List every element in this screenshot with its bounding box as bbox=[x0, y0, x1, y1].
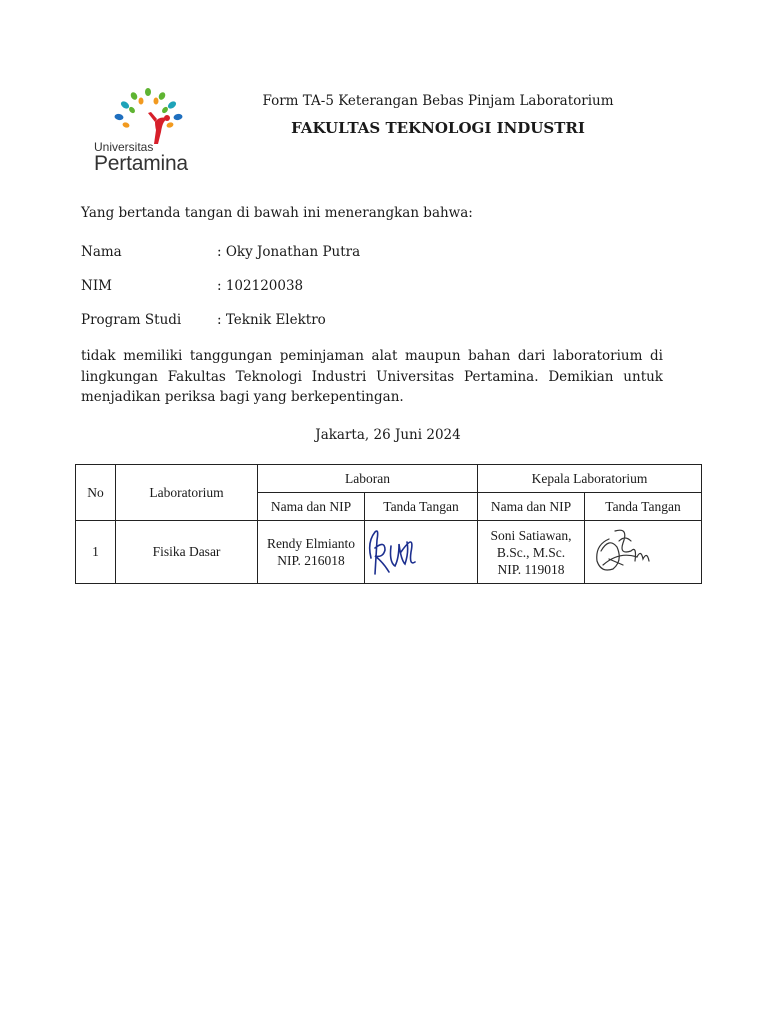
cell-kepala-signature bbox=[585, 521, 702, 584]
logo-text-pertamina: Pertamina bbox=[94, 152, 188, 175]
header-no: No bbox=[76, 465, 116, 521]
cell-lab: Fisika Dasar bbox=[116, 521, 258, 584]
field-label: Program Studi bbox=[81, 312, 182, 328]
lab-clearance-table bbox=[75, 464, 702, 584]
header-laboran: Laboran bbox=[258, 465, 478, 493]
field-value: : Oky Jonathan Putra bbox=[217, 244, 361, 260]
intro-text: Yang bertanda tangan di bawah ini menerangkan bahwa: bbox=[81, 205, 473, 221]
cell-kepala-name-nip bbox=[478, 521, 585, 584]
field-label: Nama bbox=[81, 244, 122, 260]
header-tanda-tangan-laboran: Tanda Tangan bbox=[365, 493, 478, 521]
field-label: NIM bbox=[81, 278, 112, 294]
kepala-name-line2: B.Sc., M.Sc. bbox=[496, 544, 566, 560]
statement-paragraph: tidak memiliki tanggungan peminjaman alat maupun bahan dari laboratorium di lingkungan Fakultas Teknologi Industri Universitas Pertamina. Demikian untuk menjadikan periksa bagi yang berkepentingan. bbox=[81, 348, 663, 405]
cell-laboran-name-nip bbox=[258, 521, 365, 584]
laboran-nip: NIP. 216018 bbox=[277, 553, 345, 568]
header-laboratorium: Laboratorium bbox=[116, 465, 258, 521]
header-nama-nip-kepala: Nama dan NIP bbox=[478, 493, 585, 521]
field-nim bbox=[81, 278, 303, 294]
kepala-nip: NIP. 119018 bbox=[497, 561, 565, 577]
logo-text-universitas: Universitas bbox=[94, 140, 154, 154]
field-nama bbox=[81, 244, 360, 260]
faculty-title: FAKULTAS TEKNOLOGI INDUSTRI bbox=[291, 119, 585, 137]
laboran-signature-icon bbox=[355, 522, 465, 582]
header-tanda-tangan-kepala: Tanda Tangan bbox=[585, 493, 702, 521]
kepala-name-line1: Soni Satiawan, bbox=[490, 527, 572, 543]
date-line: Jakarta, 26 Juni 2024 bbox=[315, 427, 461, 443]
table-row bbox=[76, 521, 702, 584]
kepala-signature-icon bbox=[579, 521, 691, 583]
header-nama-nip-laboran: Nama dan NIP bbox=[258, 493, 365, 521]
field-value: : Teknik Elektro bbox=[217, 312, 326, 328]
field-value: : 102120038 bbox=[217, 278, 304, 294]
laboran-name: Rendy Elmianto bbox=[266, 536, 356, 551]
cell-no: 1 bbox=[76, 521, 116, 584]
cell-laboran-signature bbox=[365, 521, 478, 584]
field-program-studi bbox=[81, 312, 326, 328]
form-title: Form TA-5 Keterangan Bebas Pinjam Laboratorium bbox=[262, 93, 614, 109]
header-kepala-laboratorium: Kepala Laboratorium bbox=[478, 465, 702, 493]
